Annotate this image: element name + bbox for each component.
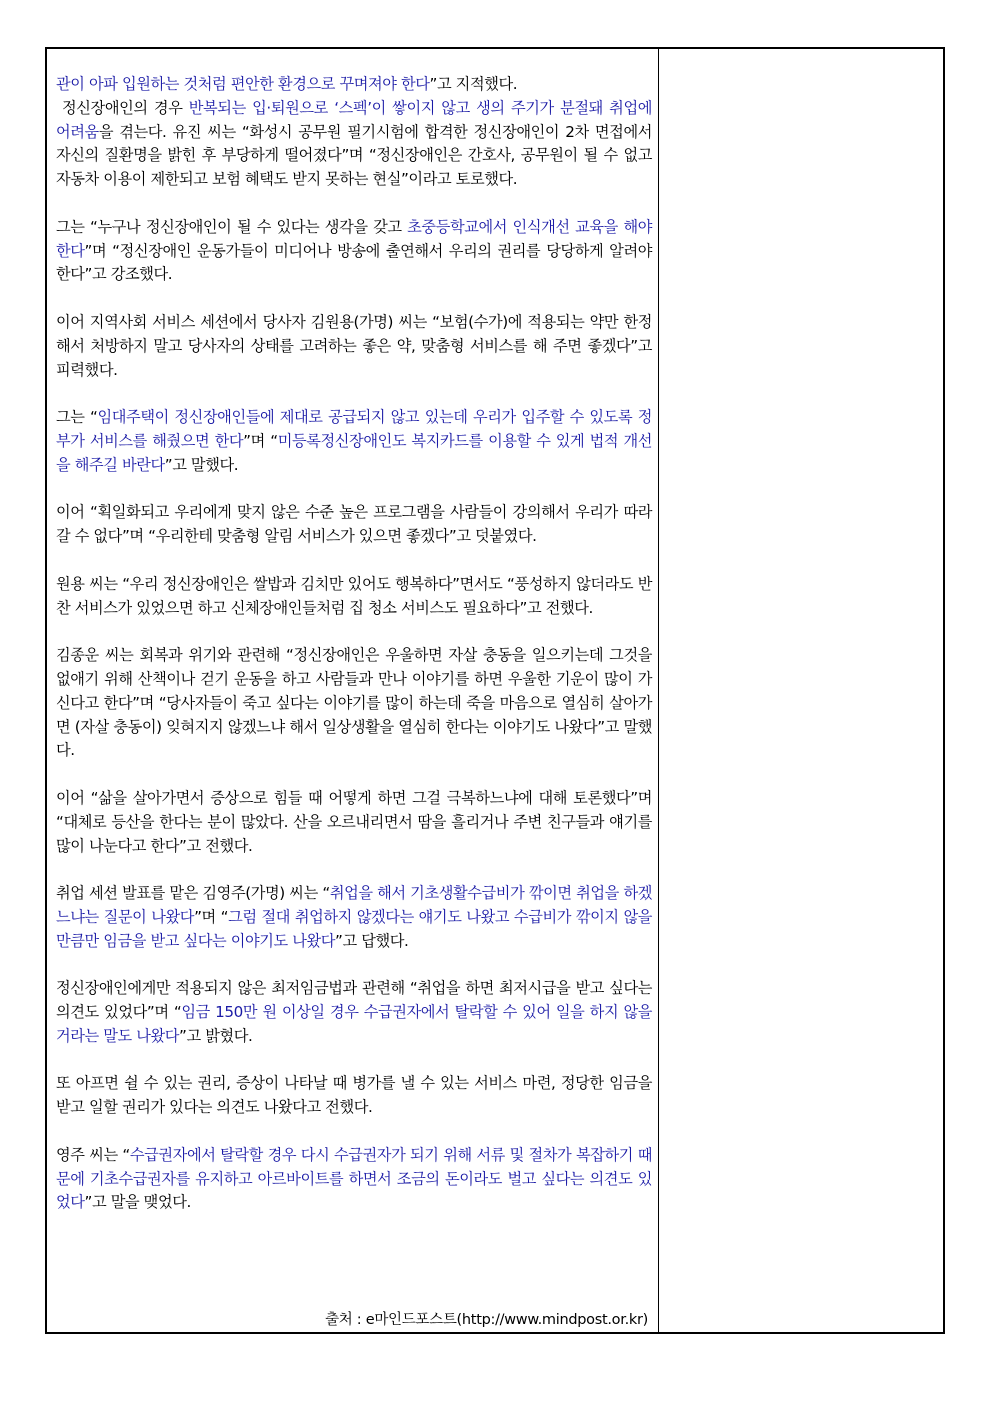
article-column <box>47 49 659 1332</box>
highlighted-quote: 그럼 절대 취업하지 않겠다는 얘기도 나왔고 수급비가 깎이지 않을 만큼만 임금을 받고 싶다는 이야기도 나왔다 <box>56 907 653 950</box>
article-paragraph <box>56 406 652 477</box>
body-text: 김종운 씨는 회복과 위기와 관련해 “정신장애인은 우울하면 자살 충동을 일으키는데 그것을 없애기 위해 산책이나 걷기 운동을 하고 사람들과 만나 이야기를 하면 우울한 기운이 많이 가신다고 한다”며 “당사자들이 죽고 싶다는 이야기를 많이 하는데 죽을 마음으로 열심히 살아가면 (자살 충동이) 잊혀지지 않겠느냐 해서 일상생활을 열심히 한다는 이야기도 나왔다”고 말했다. <box>56 646 652 760</box>
body-text: 이어 지역사회 서비스 세션에서 당사자 김원용(가명) 씨는 “보험(수가)에 적용되는 약만 한정해서 처방하지 말고 당사자의 상태를 고려하는 좋은 약, 맞춤형 서비스를 해 주면 좋겠다”고 피력했다. <box>56 312 652 379</box>
article-paragraph <box>56 644 652 763</box>
highlighted-quote: 임대주택이 정신장애인들에 제대로 공급되지 않고 있는데 우리가 입주할 수 있도록 정부가 서비스를 해줬으면 한다 <box>56 408 652 450</box>
article-body <box>56 73 652 1239</box>
body-text: ”며 “ <box>243 431 278 450</box>
highlighted-quote: 미등록정신장애인도 복지카드를 이용할 수 있게 법적 개선을 해주길 바란다 <box>56 431 653 474</box>
article-paragraph <box>56 216 652 287</box>
body-text: ”며 “ <box>194 907 229 926</box>
highlighted-quote: 취업을 해서 기초생활수급비가 깎이면 취업을 하겠느냐는 질문이 나왔다 <box>56 884 652 926</box>
body-text: ”고 말을 맺었다. <box>84 1193 191 1212</box>
body-text: 정신장애인에게만 적용되지 않은 최저임금법과 관련해 “취업을 하면 최저시급을 받고 싶다는 의견도 있었다”며 “ <box>56 979 652 1022</box>
document-table <box>45 47 945 1334</box>
body-text: ”고 답했다. <box>335 931 409 950</box>
article-paragraph <box>56 1072 652 1120</box>
highlighted-quote: 관이 아파 입원하는 것처럼 편안한 환경으로 꾸며져야 한다 <box>56 75 430 93</box>
highlighted-quote: 수급권자에서 탈락할 경우 다시 수급권자가 되기 위해 서류 및 절차가 복잡하기 때문에 기초수급권자를 유지하고 아르바이트를 하면서 조금의 돈이라도 벌고 싶다는 의견도 있었다 <box>56 1145 652 1212</box>
body-text: ”고 말했다. <box>164 455 239 474</box>
body-text: 그는 “누구나 정신장애인이 될 수 있다는 생각을 갖고 <box>56 217 408 236</box>
article-paragraph <box>56 977 652 1048</box>
article-paragraph <box>56 97 652 192</box>
body-text: 또 아프면 쉴 수 있는 권리, 증상이 나타날 때 병가를 낼 수 있는 서비스 마련, 정당한 임금을 받고 일할 권리가 있다는 의견도 나왔다고 전했다. <box>56 1074 652 1117</box>
article-paragraph <box>56 1144 652 1215</box>
body-text: 정신장애인의 경우 <box>62 98 189 117</box>
highlighted-quote: 임금 150만 원 이상일 경우 수급권자에서 탈락할 수 있어 일을 하지 않을 거라는 말도 나왔다 <box>56 1003 652 1045</box>
article-paragraph <box>56 573 652 621</box>
body-text: 취업 세션 발표를 맡은 김영주(가명) 씨는 “ <box>56 884 330 903</box>
source-credit: 출처 : e마인드포스트(http://www.mindpost.or.kr) <box>325 1312 648 1328</box>
body-text: 을 겪는다. 유진 씨는 “화성시 공무원 필기시험에 합격한 정신장애인이 2차 면접에서 자신의 질환명을 밝힌 후 부당하게 떨어졌다”며 “정신장애인은 간호사, 공무원이 될 수 없고 자동차 이용이 제한되고 보험 혜택도 받지 못하는 현실”이라고 토로했다. <box>56 122 652 189</box>
highlighted-quote: 반복되는 입·퇴원으로 ‘스펙’이 쌓이지 않고 생의 주기가 분절돼 취업에 어려움 <box>56 98 652 141</box>
body-text: 이어 “삶을 살아가면서 증상으로 힘들 때 어떻게 하면 그걸 극복하느냐에 대해 토론했다”며 “대체로 등산을 한다는 분이 많았다. 산을 오르내리면서 땀을 흘리거나 주변 친구들과 얘기를 많이 나눈다고 한다”고 전했다. <box>56 788 652 855</box>
article-paragraph <box>56 311 652 382</box>
highlighted-quote: 초중등학교에서 인식개선 교육을 해야 한다 <box>56 217 652 260</box>
body-text: ”고 밝혔다. <box>179 1026 253 1045</box>
empty-side-column <box>659 49 943 1332</box>
article-paragraph <box>56 73 652 97</box>
body-text: ”고 지적했다. <box>429 75 518 93</box>
body-text: 원용 씨는 “우리 정신장애인은 쌀밥과 김치만 있어도 행복하다”면서도 “풍성하지 않더라도 반찬 서비스가 있었으면 하고 신체장애인들처럼 집 청소 서비스도 필요하다”고 전했다. <box>56 574 652 617</box>
body-text: 영주 씨는 “ <box>56 1145 130 1164</box>
article-paragraph <box>56 501 652 549</box>
body-text: 이어 “획일화되고 우리에게 맞지 않은 수준 높은 프로그램을 사람들이 강의해서 우리가 따라갈 수 없다”며 “우리한테 맞춤형 알림 서비스가 있으면 좋겠다”고 덧붙였다. <box>56 503 652 546</box>
article-paragraph <box>56 882 652 953</box>
body-text: 그는 “ <box>56 408 98 427</box>
article-paragraph <box>56 787 652 858</box>
body-text: ”며 “정신장애인 운동가들이 미디어나 방송에 출연해서 우리의 권리를 당당하게 알려야 한다”고 강조했다. <box>56 241 652 284</box>
